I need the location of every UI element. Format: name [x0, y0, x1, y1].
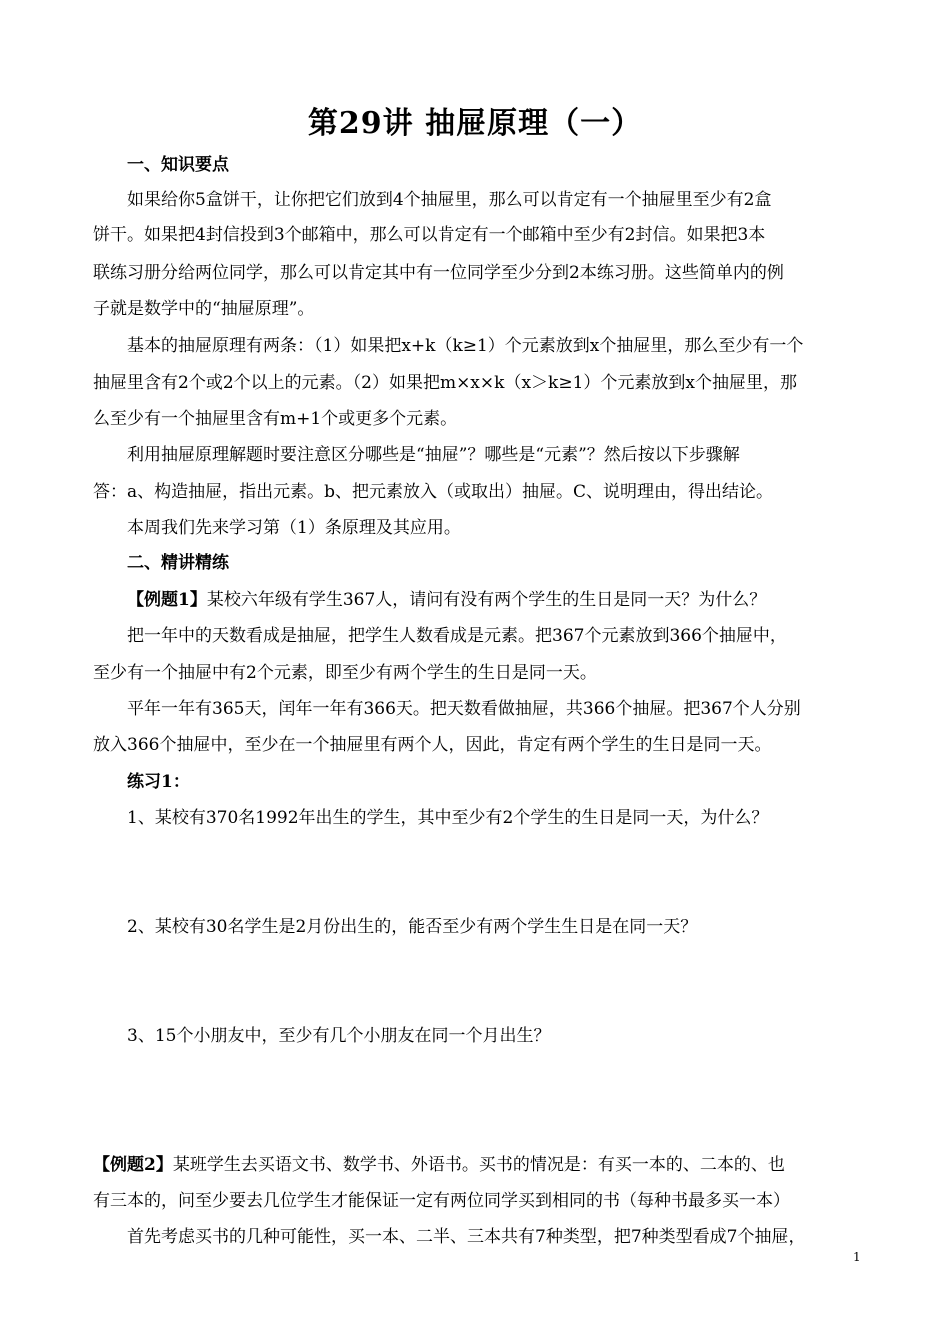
practice-item: 2、某校有30名学生是2月份出生的，能否至少有两个学生生日是在同一天？: [127, 917, 698, 937]
paragraph-line: 把一年中的天数看成是抽屉，把学生人数看成是元素。把367个元素放到366个抽屉中，: [127, 626, 787, 646]
paragraph-line: 利用抽屉原理解题时要注意区分哪些是“抽屉”？哪些是“元素”？然后按以下步骤解: [127, 445, 740, 465]
practice-heading: 练习1：: [127, 772, 190, 792]
paragraph-line: 答：a、构造抽屉，指出元素。b、把元素放入（或取出）抽屉。C、说明理由，得出结论。: [93, 482, 774, 502]
section-heading-practice: 二、精讲精练: [127, 553, 229, 573]
example-2-text: 某班学生去买语文书、数学书、外语书。买书的情况是：有买一本的、二本的、也: [172, 1155, 785, 1175]
paragraph-line: 基本的抽屉原理有两条：（1）如果把x+k（k≥1）个元素放到x个抽屉里，那么至少有一个: [127, 336, 804, 356]
paragraph-line: 首先考虑买书的几种可能性，买一本、二半、三本共有7种类型，把7种类型看成7个抽屉，: [127, 1227, 806, 1247]
paragraph-line: 子就是数学中的“抽屉原理”。: [93, 299, 315, 319]
paragraph-line: 至少有一个抽屉中有2个元素，即至少有两个学生的生日是同一天。: [93, 663, 597, 683]
paragraph-line: 本周我们先来学习第（1）条原理及其应用。: [127, 518, 461, 538]
paragraph-line: 么至少有一个抽屉里含有m+1个或更多个元素。: [93, 409, 458, 429]
practice-item: 3、15个小朋友中，至少有几个小朋友在同一个月出生？: [127, 1026, 551, 1046]
practice-item: 1、某校有370名1992年出生的学生，其中至少有2个学生的生日是同一天，为什么？: [127, 808, 769, 828]
paragraph-line: 放入366个抽屉中，至少在一个抽屉里有两个人，因此，肯定有两个学生的生日是同一天。: [93, 735, 772, 755]
example-2-label: 【例题2】: [93, 1155, 173, 1175]
paragraph-line: 联练习册分给两位同学，那么可以肯定其中有一位同学至少分到2本练习册。这些简单内的例: [93, 263, 784, 283]
example-1-label: 【例题1】: [127, 590, 207, 610]
paragraph-line: 如果给你5盒饼干，让你把它们放到4个抽屉里，那么可以肯定有一个抽屉里至少有2盒: [127, 190, 772, 210]
paragraph-line: 饼干。如果把4封信投到3个邮箱中，那么可以肯定有一个邮箱中至少有2封信。如果把3本: [93, 225, 766, 245]
page-number: 1: [853, 1250, 861, 1264]
example-1-question: [127, 585, 907, 610]
paragraph-line: 有三本的，问至少要去几位学生才能保证一定有两位同学买到相同的书（每种书最多买一本）: [93, 1191, 790, 1211]
page-title: 第29讲 抽屉原理（一）: [307, 106, 643, 141]
example-2-question: [93, 1150, 873, 1175]
example-1-text: 某校六年级有学生367人，请问有没有两个学生的生日是同一天？为什么？: [206, 590, 767, 610]
paragraph-line: 抽屉里含有2个或2个以上的元素。（2）如果把m×x×k（x＞k≥1）个元素放到x个抽屉里，那: [93, 373, 797, 393]
paragraph-line: 平年一年有365天，闰年一年有366天。把天数看做抽屉，共366个抽屉。把367个人分别: [127, 699, 801, 719]
section-heading-knowledge: 一、知识要点: [127, 155, 229, 175]
